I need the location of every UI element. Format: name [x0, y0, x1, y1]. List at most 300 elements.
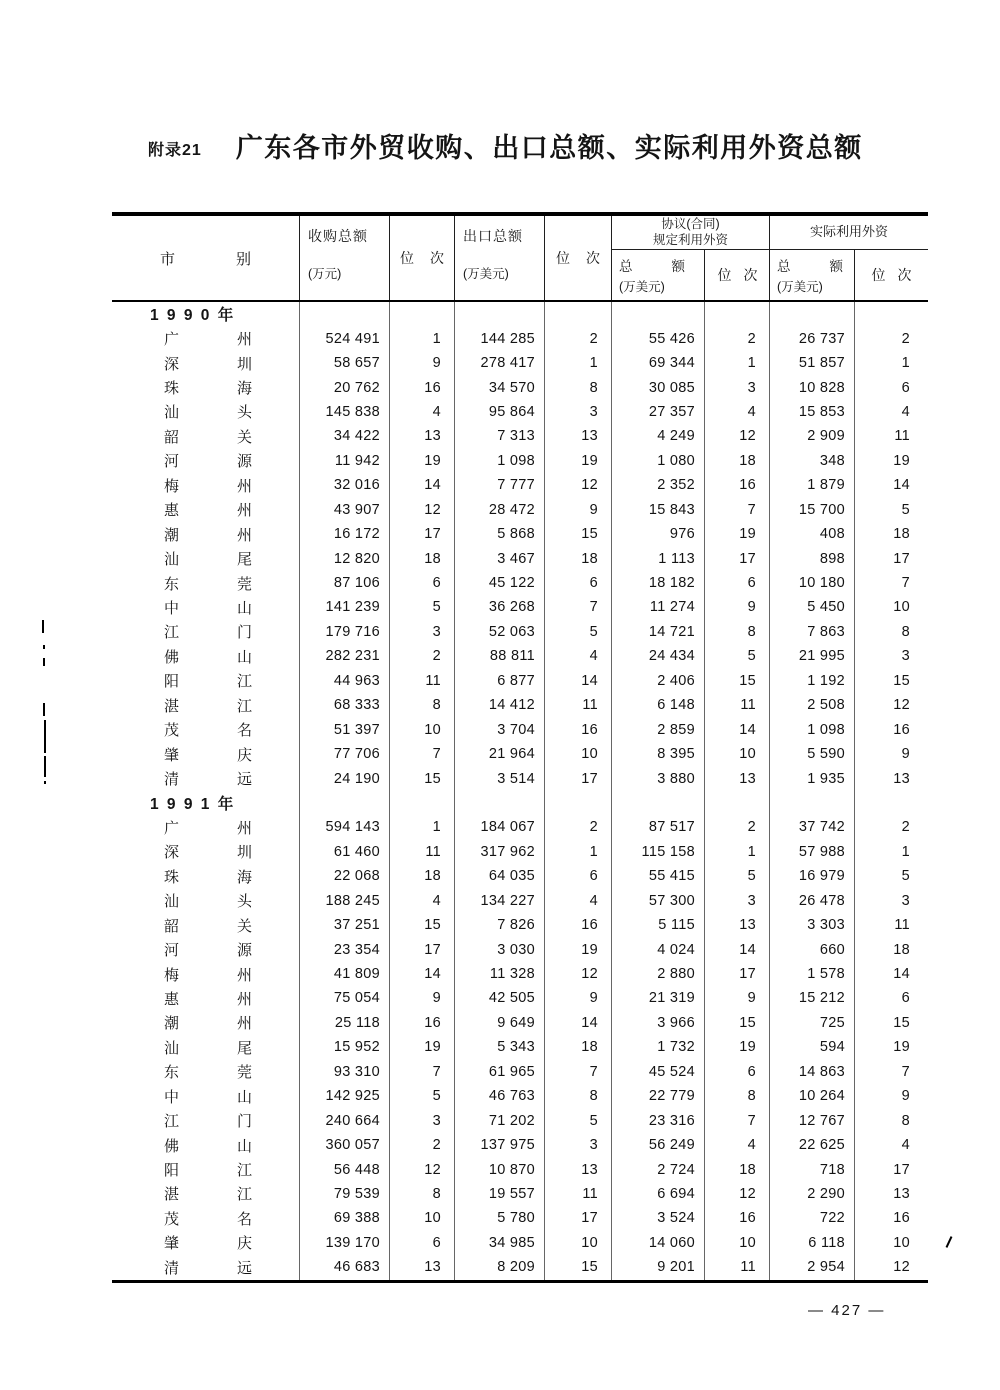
header-contracted-group	[612, 216, 770, 300]
rank-cell: 15	[893, 1014, 910, 1031]
value-cell: 137 975	[455, 1133, 545, 1157]
city-char: 头	[236, 893, 252, 911]
spacer-cell	[455, 791, 545, 815]
header-amount-unit: (万美元)	[619, 280, 665, 294]
rank-cell: 13	[705, 913, 770, 937]
table-row	[112, 375, 928, 399]
page-title: 广东各市外贸收购、出口总额、实际利用外资总额	[235, 133, 863, 163]
city-char: 江	[164, 1113, 180, 1131]
value-cell: 71 202	[455, 1108, 545, 1132]
rank-cell: 12	[893, 697, 910, 714]
value-cell: 4 249	[612, 424, 705, 448]
rank-cell: 7	[545, 1060, 612, 1084]
table-row	[112, 1133, 928, 1157]
rank-cell: 5	[390, 595, 455, 619]
value-cell: 11 328	[455, 962, 545, 986]
year-label: 1 9 9 1 年	[112, 791, 300, 815]
value-cell: 898	[770, 546, 855, 570]
city-cell	[112, 522, 300, 546]
city-cell	[112, 1035, 300, 1059]
rank-cell: 3	[901, 892, 910, 909]
rank-cell: 18	[545, 1035, 612, 1059]
spacer-cell	[855, 791, 928, 815]
rank-cell: 5	[545, 620, 612, 644]
value-cell: 240 664	[300, 1108, 390, 1132]
city-char: 尾	[236, 551, 252, 569]
year-label: 1 9 9 0 年	[112, 302, 300, 326]
city-cell	[112, 766, 300, 790]
table-header	[112, 216, 928, 302]
rank-cell: 7	[390, 1060, 455, 1084]
value-cell: 14 060	[612, 1231, 705, 1255]
rank-cell: 11	[894, 428, 910, 445]
rank-cell: 17	[390, 937, 455, 961]
rank-cell: 10	[893, 599, 910, 616]
page-number: — 427 —	[808, 1302, 886, 1319]
value-cell: 14 863	[770, 1060, 855, 1084]
value-cell: 21 964	[455, 742, 545, 766]
table-row	[112, 986, 928, 1010]
rank-cell: 4	[390, 889, 455, 913]
header-actual-sub	[770, 250, 928, 300]
heading	[148, 126, 863, 165]
rank-cell: 1	[705, 840, 770, 864]
value-cell: 594 143	[300, 815, 390, 839]
city-char: 远	[236, 1259, 252, 1277]
rank-cell: 13	[390, 424, 455, 448]
rank-cell: 10	[893, 1234, 910, 1251]
value-cell: 2 880	[612, 962, 705, 986]
value-cell: 37 251	[300, 913, 390, 937]
rank-cell: 2	[705, 326, 770, 350]
city-char: 韶	[164, 917, 180, 935]
header-export-unit: (万美元)	[463, 267, 509, 281]
city-char: 州	[236, 966, 252, 984]
city-char: 庆	[236, 1235, 252, 1253]
rank-cell: 14	[390, 962, 455, 986]
city-char: 梅	[164, 477, 180, 495]
value-cell: 51 397	[300, 717, 390, 741]
city-char: 佛	[164, 648, 180, 666]
rank-cell: 6	[545, 864, 612, 888]
spacer-cell	[545, 302, 612, 326]
header-amount-unit: (万美元)	[777, 280, 823, 294]
rank-cell: 5	[390, 1084, 455, 1108]
value-cell: 7 826	[455, 913, 545, 937]
city-cell	[112, 1133, 300, 1157]
value-cell: 5 115	[612, 913, 705, 937]
value-cell: 15 212	[770, 986, 855, 1010]
city-char: 珠	[164, 868, 180, 886]
value-cell: 282 231	[300, 644, 390, 668]
value-cell: 9 649	[455, 1011, 545, 1035]
city-char: 茂	[164, 722, 180, 740]
header-purchase-unit: (万元)	[308, 267, 342, 281]
value-cell: 11 274	[612, 595, 705, 619]
rank-cell: 4	[901, 1137, 910, 1154]
value-cell: 15 700	[770, 498, 855, 522]
rank-cell: 19	[390, 449, 455, 473]
rank-cell: 18	[390, 864, 455, 888]
city-char: 深	[164, 844, 180, 862]
city-cell	[112, 1157, 300, 1181]
value-cell: 8 395	[612, 742, 705, 766]
value-cell: 6 118	[770, 1231, 855, 1255]
rank-cell: 4	[545, 889, 612, 913]
city-char: 州	[236, 502, 252, 520]
city-cell	[112, 1108, 300, 1132]
value-cell: 179 716	[300, 620, 390, 644]
rank-cell: 18	[705, 1157, 770, 1181]
value-cell: 43 907	[300, 498, 390, 522]
table-row	[112, 864, 928, 888]
table-row	[112, 766, 928, 790]
header-amount-char: 总	[619, 259, 633, 274]
rank-cell: 12	[893, 1259, 910, 1276]
table-row	[112, 913, 928, 937]
rank-cell: 13	[893, 1185, 910, 1202]
city-char: 广	[164, 819, 180, 837]
value-cell: 42 505	[455, 986, 545, 1010]
spacer-cell	[855, 302, 928, 326]
header-export-label: 出口总额	[463, 228, 523, 244]
city-char: 珠	[164, 380, 180, 398]
rank-cell: 10	[705, 1231, 770, 1255]
value-cell: 46 763	[455, 1084, 545, 1108]
spacer-cell	[300, 791, 390, 815]
spacer-cell	[545, 791, 612, 815]
value-cell: 142 925	[300, 1084, 390, 1108]
rank-cell: 10	[545, 742, 612, 766]
value-cell: 34 570	[455, 375, 545, 399]
rank-cell: 8	[901, 623, 910, 640]
rank-cell: 14	[390, 473, 455, 497]
table-row	[112, 595, 928, 619]
rank-cell: 1	[545, 351, 612, 375]
city-cell	[112, 473, 300, 497]
value-cell: 57 300	[612, 889, 705, 913]
city-cell	[112, 913, 300, 937]
rank-cell: 16	[705, 473, 770, 497]
value-cell: 34 985	[455, 1231, 545, 1255]
rank-cell: 3	[705, 375, 770, 399]
header-purchase-label: 收购总额	[308, 228, 368, 244]
spacer-cell	[390, 302, 455, 326]
rank-cell: 12	[705, 424, 770, 448]
rank-cell: 19	[705, 1035, 770, 1059]
header-contracted-rank	[705, 250, 770, 300]
header-contracted-line1: 协议(合同)	[661, 216, 720, 231]
header-rank-char: 位	[556, 250, 570, 266]
scan-artifact	[44, 720, 46, 753]
city-char: 门	[236, 624, 252, 642]
value-cell: 145 838	[300, 400, 390, 424]
value-cell: 21 995	[770, 644, 855, 668]
table-row	[112, 840, 928, 864]
value-cell: 188 245	[300, 889, 390, 913]
rank-cell: 17	[545, 1206, 612, 1230]
city-cell	[112, 742, 300, 766]
scan-artifact	[42, 620, 44, 633]
value-cell: 408	[770, 522, 855, 546]
value-cell: 22 068	[300, 864, 390, 888]
value-cell: 1 879	[770, 473, 855, 497]
city-char: 关	[236, 428, 252, 446]
city-char: 江	[236, 697, 252, 715]
value-cell: 5 780	[455, 1206, 545, 1230]
rank-cell: 16	[545, 913, 612, 937]
city-cell	[112, 1255, 300, 1279]
value-cell: 11 942	[300, 449, 390, 473]
city-char: 源	[236, 453, 252, 471]
city-char: 海	[236, 380, 252, 398]
rank-cell: 14	[893, 477, 910, 494]
value-cell: 30 085	[612, 375, 705, 399]
city-cell	[112, 424, 300, 448]
rank-cell: 13	[545, 1157, 612, 1181]
city-char: 州	[236, 990, 252, 1008]
header-amount-char: 额	[829, 259, 843, 274]
table-row	[112, 937, 928, 961]
rank-cell: 6	[390, 1231, 455, 1255]
rank-cell: 19	[545, 449, 612, 473]
rank-cell: 4	[390, 400, 455, 424]
value-cell: 1 935	[770, 766, 855, 790]
rank-cell: 1	[390, 815, 455, 839]
city-char: 圳	[236, 355, 252, 373]
table-row	[112, 571, 928, 595]
rank-cell: 8	[545, 375, 612, 399]
rank-cell: 9	[545, 498, 612, 522]
rank-cell: 6	[705, 1060, 770, 1084]
header-actual-amount	[770, 250, 855, 300]
value-cell: 10 828	[770, 375, 855, 399]
city-cell	[112, 815, 300, 839]
header-amount-char: 总	[777, 259, 791, 274]
table-row	[112, 400, 928, 424]
value-cell: 24 434	[612, 644, 705, 668]
value-cell: 58 657	[300, 351, 390, 375]
rank-cell: 11	[545, 1182, 612, 1206]
year-row	[112, 302, 928, 326]
city-char: 山	[236, 599, 252, 617]
rank-cell: 5	[705, 864, 770, 888]
rank-cell: 19	[893, 452, 910, 469]
value-cell: 5 343	[455, 1035, 545, 1059]
rank-cell: 8	[705, 620, 770, 644]
value-cell: 3 966	[612, 1011, 705, 1035]
city-cell	[112, 1060, 300, 1084]
rank-cell: 10	[705, 742, 770, 766]
header-contracted-sub	[612, 250, 769, 300]
city-char: 潮	[164, 1015, 180, 1033]
rank-cell: 7	[390, 742, 455, 766]
header-purchase-total	[300, 216, 390, 300]
rank-cell: 1	[901, 355, 910, 372]
table-row	[112, 1182, 928, 1206]
spacer-cell	[705, 302, 770, 326]
city-cell	[112, 375, 300, 399]
header-contracted-amount	[612, 250, 705, 300]
rank-cell: 7	[705, 498, 770, 522]
value-cell: 139 170	[300, 1231, 390, 1255]
rank-cell: 13	[545, 424, 612, 448]
value-cell: 3 880	[612, 766, 705, 790]
table-row	[112, 522, 928, 546]
rank-cell: 1	[390, 326, 455, 350]
rank-cell: 2	[545, 815, 612, 839]
city-char: 江	[164, 624, 180, 642]
rank-cell: 3	[390, 620, 455, 644]
header-city	[112, 216, 300, 300]
table-row	[112, 620, 928, 644]
city-cell	[112, 1231, 300, 1255]
rank-cell: 15	[893, 672, 910, 689]
scan-artifact	[44, 781, 46, 784]
city-cell	[112, 326, 300, 350]
table-row	[112, 1157, 928, 1181]
table-row	[112, 1035, 928, 1059]
city-char: 山	[236, 1137, 252, 1155]
table-row	[112, 473, 928, 497]
value-cell: 3 524	[612, 1206, 705, 1230]
city-char: 莞	[236, 575, 252, 593]
table-row	[112, 644, 928, 668]
city-char: 州	[236, 477, 252, 495]
rank-cell: 11	[894, 917, 910, 934]
value-cell: 976	[612, 522, 705, 546]
value-cell: 10 264	[770, 1084, 855, 1108]
value-cell: 24 190	[300, 766, 390, 790]
value-cell: 1 113	[612, 546, 705, 570]
value-cell: 134 227	[455, 889, 545, 913]
city-cell	[112, 937, 300, 961]
city-cell	[112, 498, 300, 522]
value-cell: 5 450	[770, 595, 855, 619]
value-cell: 34 422	[300, 424, 390, 448]
rank-cell: 8	[390, 1182, 455, 1206]
table-row	[112, 1231, 928, 1255]
rank-cell: 9	[545, 986, 612, 1010]
city-char: 尾	[236, 1039, 252, 1057]
value-cell: 6 148	[612, 693, 705, 717]
rank-cell: 9	[901, 1088, 910, 1105]
city-char: 山	[236, 1088, 252, 1106]
table-row	[112, 449, 928, 473]
city-char: 阳	[164, 673, 180, 691]
rank-cell: 16	[390, 1011, 455, 1035]
value-cell: 69 344	[612, 351, 705, 375]
data-table	[112, 212, 928, 1283]
value-cell: 2 859	[612, 717, 705, 741]
city-char: 湛	[164, 1186, 180, 1204]
value-cell: 144 285	[455, 326, 545, 350]
value-cell: 41 809	[300, 962, 390, 986]
value-cell: 660	[770, 937, 855, 961]
city-cell	[112, 644, 300, 668]
rank-cell: 15	[545, 1255, 612, 1279]
value-cell: 95 864	[455, 400, 545, 424]
city-cell	[112, 546, 300, 570]
value-cell: 23 316	[612, 1108, 705, 1132]
header-city-char: 别	[235, 250, 251, 268]
value-cell: 317 962	[455, 840, 545, 864]
rank-cell: 15	[390, 913, 455, 937]
table-row	[112, 889, 928, 913]
city-char: 中	[164, 599, 180, 617]
value-cell: 7 777	[455, 473, 545, 497]
spacer-cell	[612, 302, 705, 326]
city-char: 肇	[164, 746, 180, 764]
header-amount-char: 额	[671, 259, 685, 274]
table-row	[112, 1011, 928, 1035]
rank-cell: 16	[893, 721, 910, 738]
value-cell: 1 732	[612, 1035, 705, 1059]
value-cell: 3 704	[455, 717, 545, 741]
value-cell: 26 737	[770, 326, 855, 350]
table-row	[112, 1206, 928, 1230]
rank-cell: 11	[705, 693, 770, 717]
rank-cell: 9	[705, 595, 770, 619]
rank-cell: 10	[390, 717, 455, 741]
value-cell: 27 357	[612, 400, 705, 424]
value-cell: 3 467	[455, 546, 545, 570]
value-cell: 2 406	[612, 669, 705, 693]
rank-cell: 4	[545, 644, 612, 668]
value-cell: 115 158	[612, 840, 705, 864]
value-cell: 28 472	[455, 498, 545, 522]
rank-cell: 8	[901, 1112, 910, 1129]
value-cell: 15 952	[300, 1035, 390, 1059]
city-char: 广	[164, 331, 180, 349]
rank-cell: 9	[901, 746, 910, 763]
value-cell: 45 524	[612, 1060, 705, 1084]
rank-cell: 12	[390, 1157, 455, 1181]
value-cell: 88 811	[455, 644, 545, 668]
header-rank-char: 次	[586, 250, 600, 266]
table-row	[112, 351, 928, 375]
city-char: 河	[164, 453, 180, 471]
value-cell: 141 239	[300, 595, 390, 619]
rank-cell: 9	[705, 986, 770, 1010]
city-cell	[112, 669, 300, 693]
city-char: 肇	[164, 1235, 180, 1253]
value-cell: 594	[770, 1035, 855, 1059]
value-cell: 56 448	[300, 1157, 390, 1181]
value-cell: 9 201	[612, 1255, 705, 1279]
value-cell: 2 290	[770, 1182, 855, 1206]
value-cell: 2 352	[612, 473, 705, 497]
rank-cell: 13	[705, 766, 770, 790]
value-cell: 52 063	[455, 620, 545, 644]
city-cell	[112, 1182, 300, 1206]
value-cell: 7 313	[455, 424, 545, 448]
spacer-cell	[770, 791, 855, 815]
rank-cell: 16	[893, 1210, 910, 1227]
rank-cell: 13	[390, 1255, 455, 1279]
value-cell: 14 412	[455, 693, 545, 717]
city-char: 清	[164, 771, 180, 789]
table-row	[112, 1060, 928, 1084]
rank-cell: 10	[545, 1231, 612, 1255]
rank-cell: 18	[705, 449, 770, 473]
city-char: 惠	[164, 502, 180, 520]
rank-cell: 8	[545, 1084, 612, 1108]
rank-cell: 3	[705, 889, 770, 913]
rank-cell: 3	[545, 1133, 612, 1157]
table-row	[112, 1108, 928, 1132]
rank-cell: 7	[705, 1108, 770, 1132]
